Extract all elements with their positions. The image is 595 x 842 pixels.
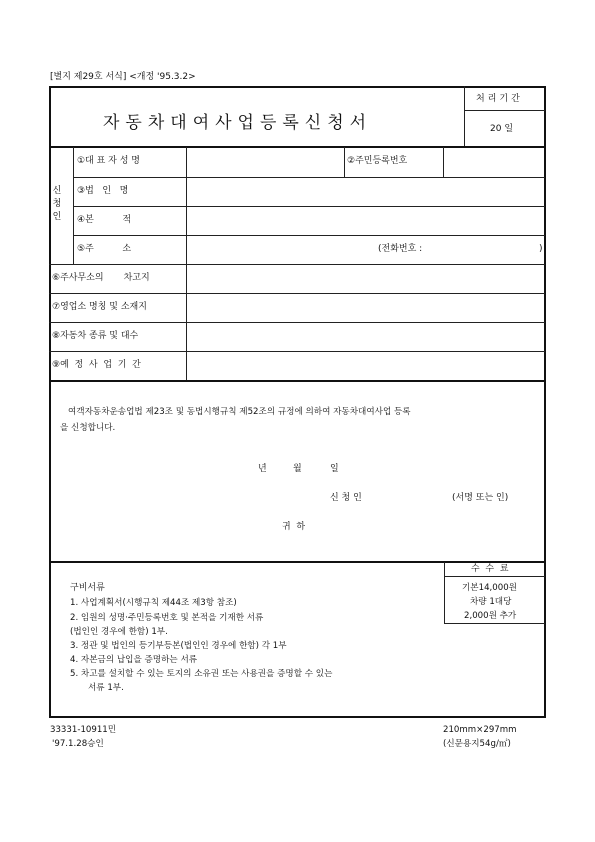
required-docs-title: 구비서류 [70,583,105,593]
fee-line-2: 차량 1대당 [470,597,512,607]
resident-number-label: ②주민등록번호 [347,156,408,166]
required-doc-item: 3. 정관 및 법인의 등기부등본(법인인 경우에 한함) 각 1부 [70,641,287,651]
footer-paper-size: 210mm×297mm [443,725,517,735]
required-doc-item: 4. 자본금의 납입을 증명하는 서류 [70,655,198,665]
applicant-section-label: 신 청 인 [52,186,62,222]
sign-note: (서명 또는 인) [452,493,509,503]
registered-domicile-label: ④본 적 [77,215,132,225]
footer-paper-type: (신문용지54g/㎡) [443,739,511,749]
vehicle-label: ⑧자동차 종류 및 대수 [52,331,139,341]
signature-field[interactable] [378,488,448,506]
branch-label: ⑦영업소 명칭 및 소재지 [52,302,147,312]
statement-line-1: 여객자동차운송업법 제23조 및 동법시행규칙 제52조의 규정에 의하여 자동차대여사업 등록 [68,407,411,417]
fee-line-1: 기본14,000원 [462,583,517,593]
date-day: 일 [330,464,339,474]
addressee: 귀 하 [282,522,306,532]
resident-number-field[interactable] [446,149,542,175]
required-doc-item: 서류 1부. [88,683,124,693]
corporation-name-label: ③법 인 명 [77,186,129,196]
required-doc-item: (법인인 경우에 한함) 1부. [70,627,168,637]
branch-field[interactable] [188,295,542,321]
applicant-signature-label: 신 청 인 [330,493,362,503]
vehicle-field[interactable] [188,324,542,350]
address-label: ⑤주 소 [77,244,132,254]
phone-close-paren: ) [539,244,543,254]
processing-period-label: 처리기간 [476,94,523,104]
form-number: [별지 제29호 서식] <개정 '95.3.2> [50,72,196,82]
date-month: 월 [293,464,302,474]
schedule-label: ⑨예 정 사 업 기 간 [52,360,141,370]
address-field[interactable] [188,237,368,263]
processing-period-value: 20 일 [490,124,514,134]
phone-field[interactable] [436,237,536,263]
required-doc-item: 5. 차고를 설치할 수 있는 토지의 소유권 또는 사용권을 증명할 수 있는 [70,669,333,679]
form-title: 자동차대여사업등록신청서 [103,113,373,133]
phone-label: (전화번호 : [378,244,423,254]
footer-form-code: 33331-10911민 [50,725,117,735]
office-garage-label: ⑥주사무소의 차고지 [52,273,150,283]
corporation-name-field[interactable] [188,179,542,205]
representative-name-field[interactable] [188,149,343,175]
required-doc-item: 1. 사업계획서(시행규칙 제44조 제3항 참조) [70,598,237,608]
fee-label: 수 수 료 [471,564,509,574]
date-year: 년 [258,464,267,474]
schedule-field[interactable] [188,353,542,379]
office-garage-field[interactable] [188,266,542,292]
footer-approval: '97.1.28승인 [52,739,104,749]
registered-domicile-field[interactable] [188,208,542,234]
representative-name-label: ①대 표 자 성 명 [77,156,140,166]
required-doc-item: 2. 임원의 성명·주민등록번호 및 본적을 기재한 서류 [70,613,264,623]
fee-line-3: 2,000원 추가 [464,611,517,621]
statement-line-2: 을 신청합니다. [60,423,116,433]
